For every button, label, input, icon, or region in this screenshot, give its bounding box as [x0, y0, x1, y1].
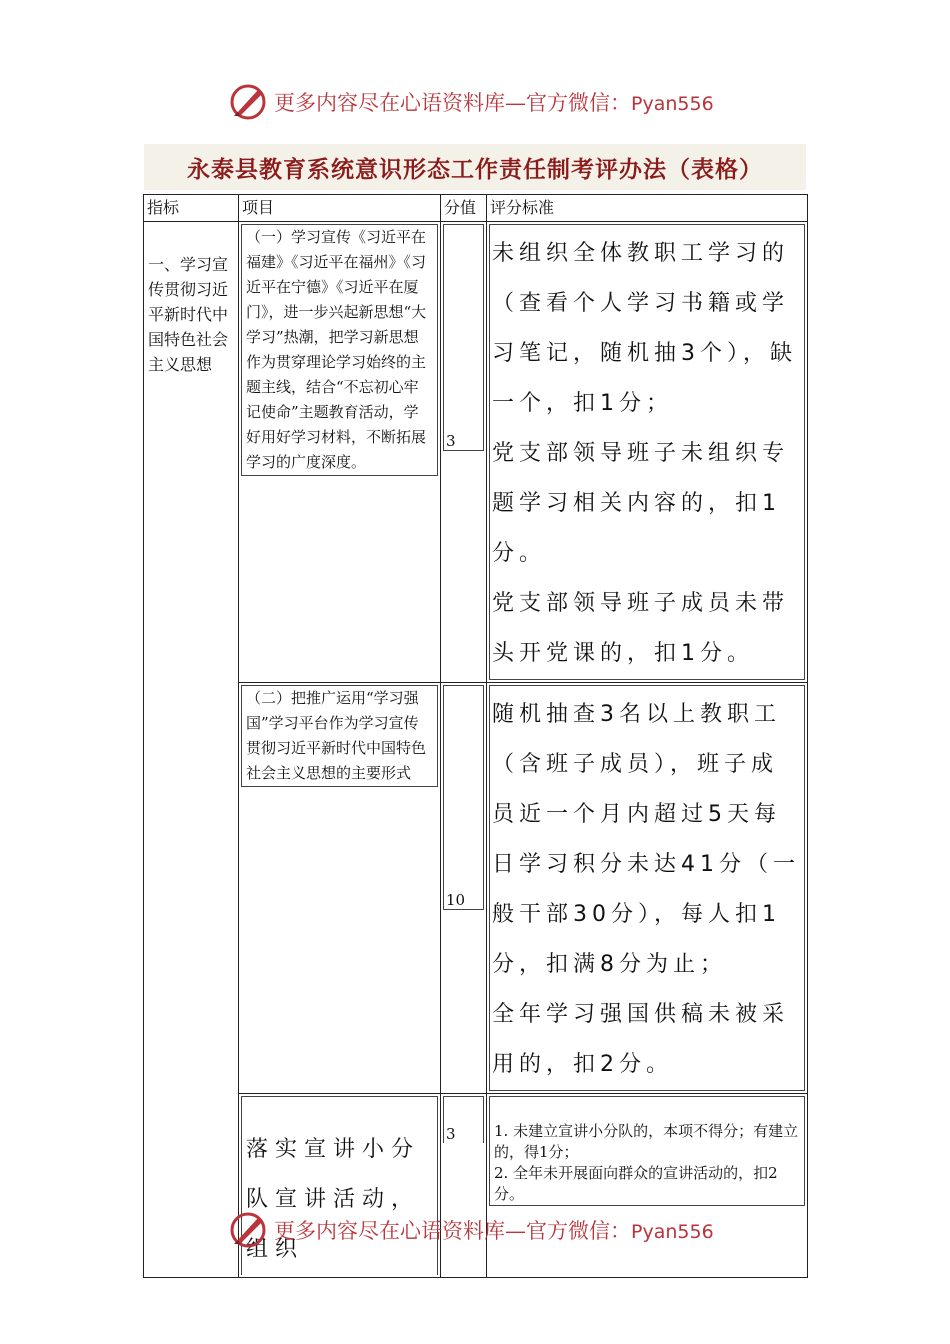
table-row — [144, 683, 808, 1094]
item-text: 落实宣讲小分队宣讲活动，组织 — [246, 1137, 421, 1262]
criteria-text — [490, 686, 804, 1090]
score-value: 10 — [446, 891, 466, 909]
score-value: 3 — [446, 432, 456, 450]
table-row — [144, 222, 808, 683]
table-header-row — [144, 195, 808, 222]
indicator-text: 一、学习宣传贯彻习近平新时代中国特色社会主义思想 — [148, 255, 229, 374]
title-bar — [144, 144, 806, 190]
item-cell — [239, 683, 441, 1094]
brand-logo-icon — [228, 1210, 268, 1250]
criteria-line: 全年学习强国供稿未被采用的，扣2分。 — [492, 1002, 790, 1077]
criteria-line: 党支部领导班子未组织专题学习相关内容的，扣1分。 — [492, 441, 790, 566]
watermark-banner-bottom — [228, 1210, 748, 1250]
criteria-line: 随机抽查3名以上教职工（含班子成员），班子成员近一个月内超过5天每日学习积分未达41分（一般干部30分），每人扣1分，扣满8分为止； — [492, 702, 800, 977]
criteria-line: 2. 全年未开展面向群众的宣讲活动的，扣2分。 — [494, 1164, 778, 1203]
watermark-text: 更多内容尽在心语资料库—官方微信：Pyan556 — [274, 91, 714, 115]
item-cell — [239, 222, 441, 683]
score-value: 3 — [446, 1125, 456, 1143]
item-text: （二）把推广运用“学习强国”学习平台作为学习宣传贯彻习近平新时代中国特色社会主义思想的主要形式 — [246, 689, 427, 782]
evaluation-table — [143, 194, 808, 1278]
brand-logo-icon — [228, 82, 268, 122]
criteria-cell — [487, 683, 808, 1094]
criteria-line: 党支部领导班子成员未带头开党课的，扣1分。 — [492, 591, 790, 666]
score-cell — [441, 683, 487, 1094]
header-criteria: 评分标准 — [487, 195, 808, 222]
indicator-cell — [144, 222, 239, 1278]
document-title: 永泰县教育系统意识形态工作责任制考评办法（表格） — [187, 156, 763, 183]
item-text: （一）学习宣传《习近平在福建》《习近平在福州》《习近平在宁德》《习近平在厦门》，进一步兴起新思想“大学习”热潮，把学习新思想作为贯穿理论学习始终的主题主线，结合“不忘初心牢记使命”主题教育活动，学好用好学习材料，不断拓展学习的广度深度。 — [246, 228, 427, 471]
header-score: 分值 — [441, 195, 487, 222]
criteria-line: 未组织全体教职工学习的（查看个人学习书籍或学习笔记，随机抽3个），缺一个，扣1分； — [492, 241, 797, 416]
criteria-line: 1. 未建立宣讲小分队的，本项不得分；有建立的，得1分； — [494, 1122, 799, 1161]
watermark-text: 更多内容尽在心语资料库—官方微信：Pyan556 — [274, 1219, 714, 1243]
criteria-text — [490, 1097, 804, 1205]
score-cell — [441, 222, 487, 683]
header-indicator: 指标 — [144, 195, 239, 222]
header-item: 项目 — [239, 195, 441, 222]
criteria-cell — [487, 222, 808, 683]
criteria-text — [490, 225, 804, 679]
watermark-banner-top — [228, 82, 748, 122]
